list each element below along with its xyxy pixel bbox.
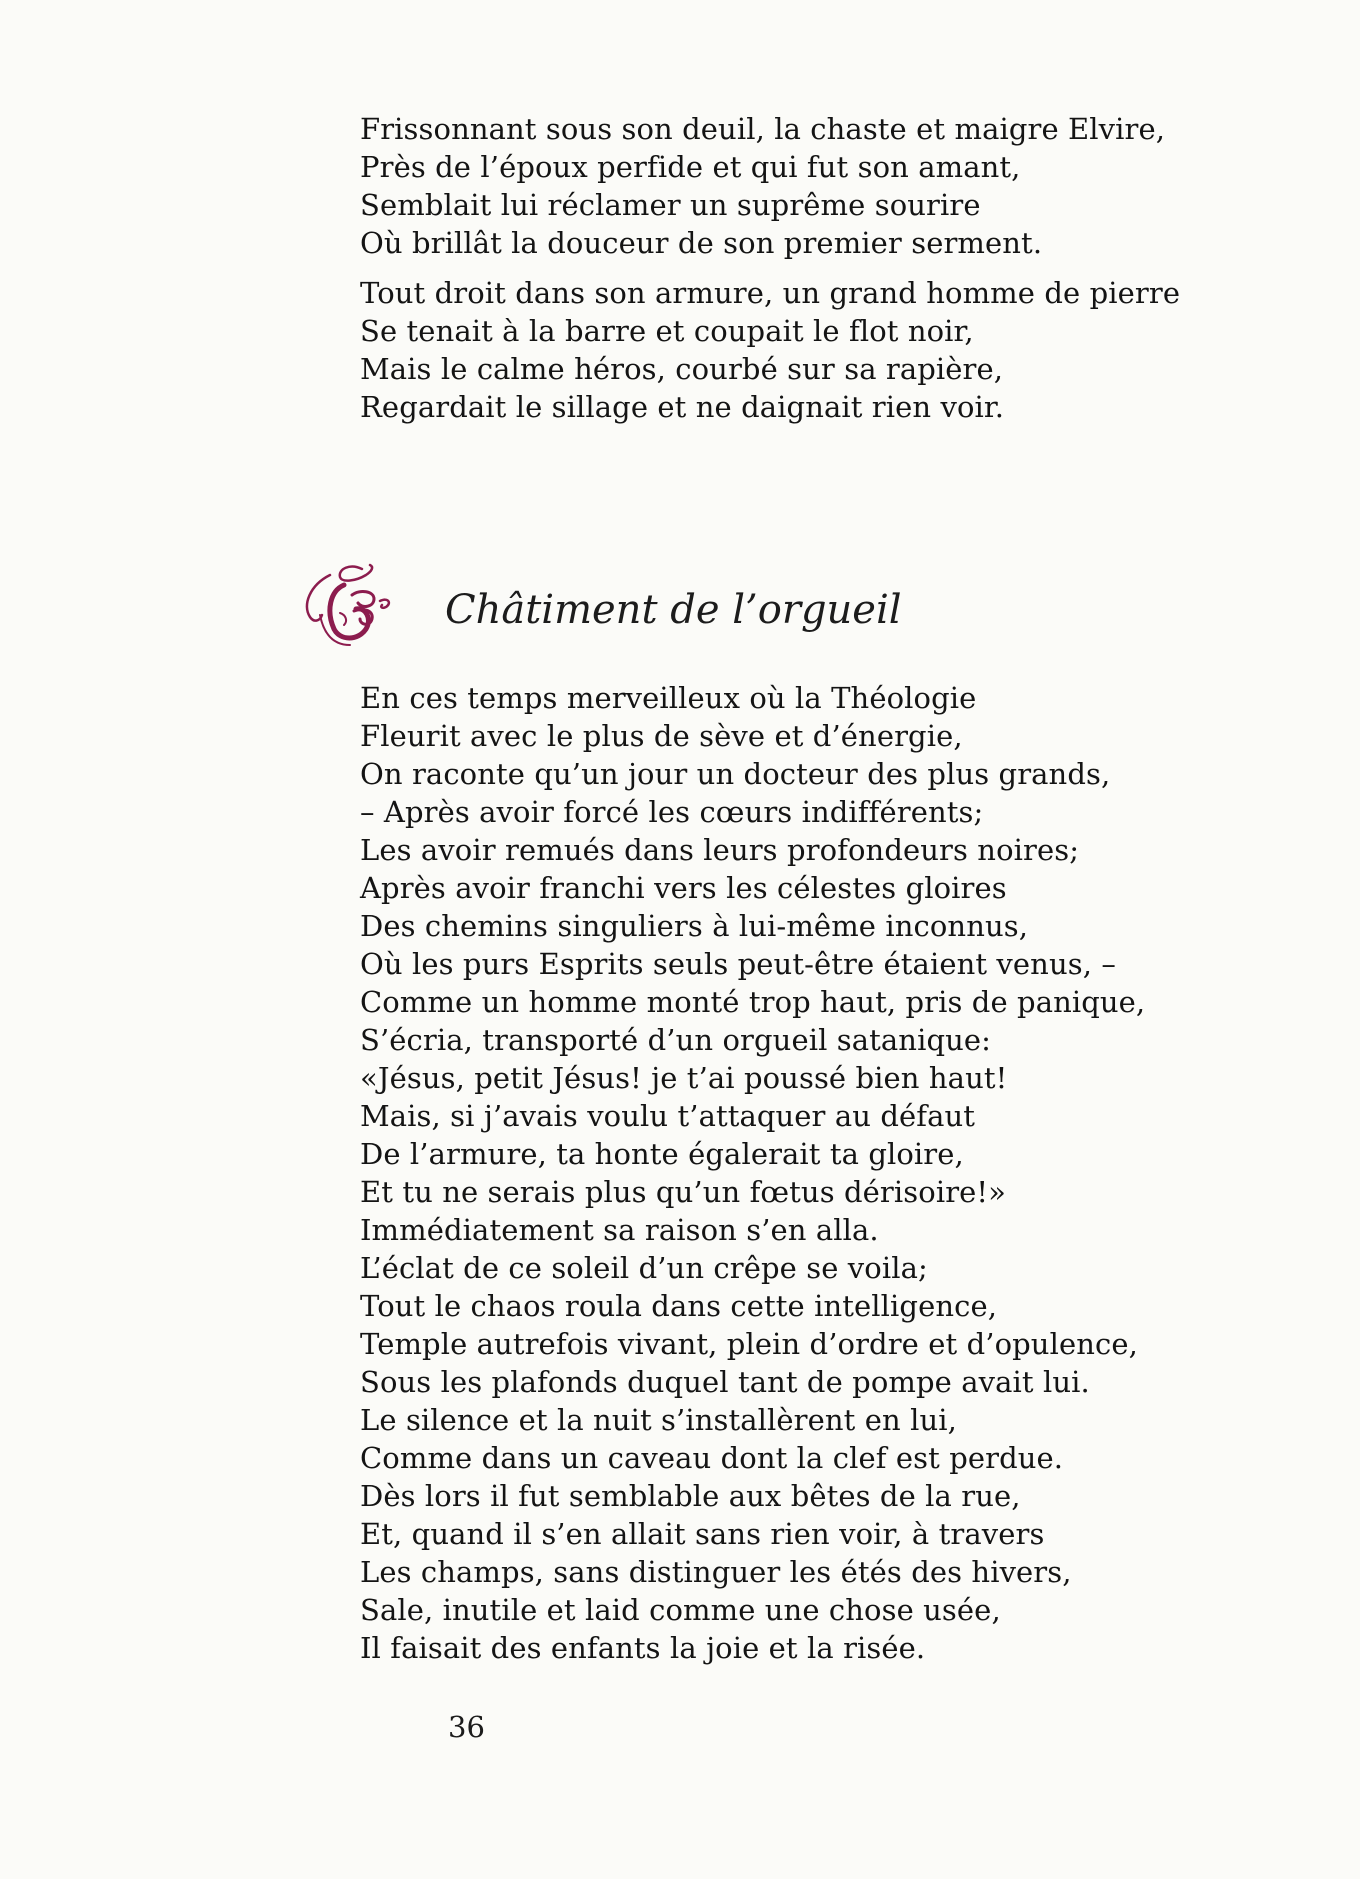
verse-line: Mais le calme héros, courbé sur sa rapière, [360, 352, 1004, 386]
verse-line: Frissonnant sous son deuil, la chaste et maigre Elvire, [360, 112, 1166, 146]
poem-heading [300, 555, 1000, 665]
verse-line: Comme dans un caveau dont la clef est perdue. [360, 1441, 1064, 1475]
verse-line: Temple autrefois vivant, plein d’ordre et d’opulence, [360, 1327, 1138, 1361]
verse-line: Tout droit dans son armure, un grand homme de pierre [360, 276, 1181, 310]
verse-line: Des chemins singuliers à lui-même inconnus, [360, 909, 1029, 943]
stanza-stone-man [360, 274, 1180, 426]
verse-line: On raconte qu’un jour un docteur des plus grands, [360, 757, 1111, 791]
verse-line: Se tenait à la barre et coupait le flot noir, [360, 314, 974, 348]
verse-line: Semblait lui réclamer un suprême sourire [360, 188, 981, 222]
page-number: 36 [448, 1710, 485, 1744]
verse-line: Et tu ne serais plus qu’un fœtus dérisoire!» [360, 1175, 1007, 1209]
verse-line: Comme un homme monté trop haut, pris de panique, [360, 985, 1146, 1019]
poem-title: Châtiment de l’orgueil [445, 587, 902, 633]
verse-line: Dès lors il fut semblable aux bêtes de la rue, [360, 1479, 1021, 1513]
verse-line: L’éclat de ce soleil d’un crêpe se voila; [360, 1251, 928, 1285]
stanza-elvire [360, 110, 1165, 262]
verse-line: Le silence et la nuit s’installèrent en lui, [360, 1403, 957, 1437]
verse-line: – Après avoir forcé les cœurs indifférents; [360, 795, 984, 829]
verse-line: Mais, si j’avais voulu t’attaquer au défaut [360, 1099, 975, 1133]
verse-line: Où les purs Esprits seuls peut-être étaient venus, – [360, 947, 1116, 981]
verse-line: Sale, inutile et laid comme une chose usée, [360, 1593, 1001, 1627]
verse-line: Après avoir franchi vers les célestes gloires [360, 871, 1007, 905]
verse-line: Tout le chaos roula dans cette intelligence, [360, 1289, 998, 1323]
verse-line: S’écria, transporté d’un orgueil satanique: [360, 1023, 992, 1057]
stanza-chatiment [360, 679, 1145, 1667]
verse-line: Près de l’époux perfide et qui fut son amant, [360, 150, 1021, 184]
verse-line: Et, quand il s’en allait sans rien voir, à travers [360, 1517, 1045, 1551]
verse-line: «Jésus, petit Jésus! je t’ai poussé bien haut! [360, 1061, 1008, 1095]
verse-line: De l’armure, ta honte égalerait ta gloire, [360, 1137, 964, 1171]
verse-line: En ces temps merveilleux où la Théologie [360, 681, 977, 715]
verse-line: Fleurit avec le plus de sève et d’énergie, [360, 719, 963, 753]
ornamental-initial-icon [300, 555, 420, 665]
verse-line: Immédiatement sa raison s’en alla. [360, 1213, 879, 1247]
verse-line: Il faisait des enfants la joie et la risée. [360, 1631, 926, 1665]
verse-line: Les champs, sans distinguer les étés des hivers, [360, 1555, 1072, 1589]
verse-line: Où brillât la douceur de son premier serment. [360, 226, 1043, 260]
verse-line: Les avoir remués dans leurs profondeurs noires; [360, 833, 1080, 867]
verse-line: Sous les plafonds duquel tant de pompe avait lui. [360, 1365, 1090, 1399]
verse-line: Regardait le sillage et ne daignait rien voir. [360, 390, 1005, 424]
